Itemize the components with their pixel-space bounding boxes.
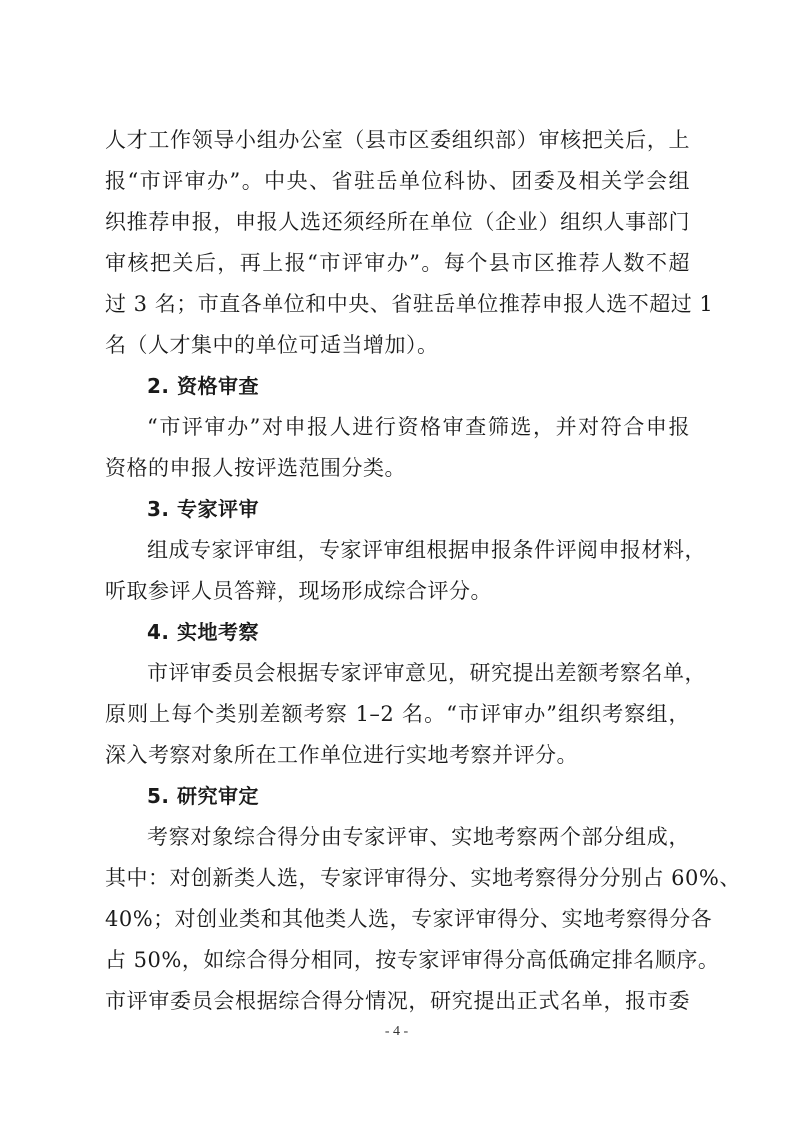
paragraph-line: 织推荐申报，申报人选还须经所在单位（企业）组织人事部门 [105,210,690,234]
section-heading: 3. 专家评审 [147,497,259,521]
section-heading: 4. 实地考察 [147,620,259,644]
paragraph-line: 原则上每个类别差额考察 1–2 名。“市评审办”组织考察组， [105,702,690,726]
paragraph-line: “市评审办”对申报人进行资格审查筛选，并对符合申报 [147,415,690,439]
section-heading: 2. 资格审查 [147,374,259,398]
paragraph-line: 人才工作领导小组办公室（县市区委组织部）审核把关后，上 [105,128,690,152]
paragraph-line: 市评审委员会根据专家评审意见，研究提出差额考察名单， [147,661,706,685]
paragraph-line: 组成专家评审组，专家评审组根据申报条件评阅申报材料， [147,538,706,562]
paragraph-line: 深入考察对象所在工作单位进行实地考察并评分。 [105,743,578,767]
paragraph-line: 40%；对创业类和其他类人选，专家评审得分、实地考察得分各 [105,907,713,931]
paragraph-line: 过 3 名；市直各单位和中央、省驻岳单位推荐申报人选不超过 1 [105,292,714,316]
paragraph-line: 听取参评人员答辩，现场形成综合评分。 [105,579,492,603]
paragraph-line: 资格的申报人按评选范围分类。 [105,456,406,480]
paragraph-line: 其中：对创新类人选，专家评审得分、实地考察得分分别占 60%、 [105,866,741,890]
paragraph-line: 考察对象综合得分由专家评审、实地考察两个部分组成， [147,825,690,849]
paragraph-line: 占 50%，如综合得分相同，按专家评审得分高低确定排名顺序。 [105,948,720,972]
page-number: - 4 - [384,1024,409,1039]
paragraph-line: 审核把关后，再上报“市评审办”。每个县市区推荐人数不超 [105,251,690,275]
paragraph-line: 报“市评审办”。中央、省驻岳单位科协、团委及相关学会组 [105,169,690,193]
paragraph-line: 名（人才集中的单位可适当增加）。 [105,333,439,357]
paragraph-line: 市评审委员会根据综合得分情况，研究提出正式名单，报市委 [105,989,690,1013]
section-heading: 5. 研究审定 [147,784,259,808]
